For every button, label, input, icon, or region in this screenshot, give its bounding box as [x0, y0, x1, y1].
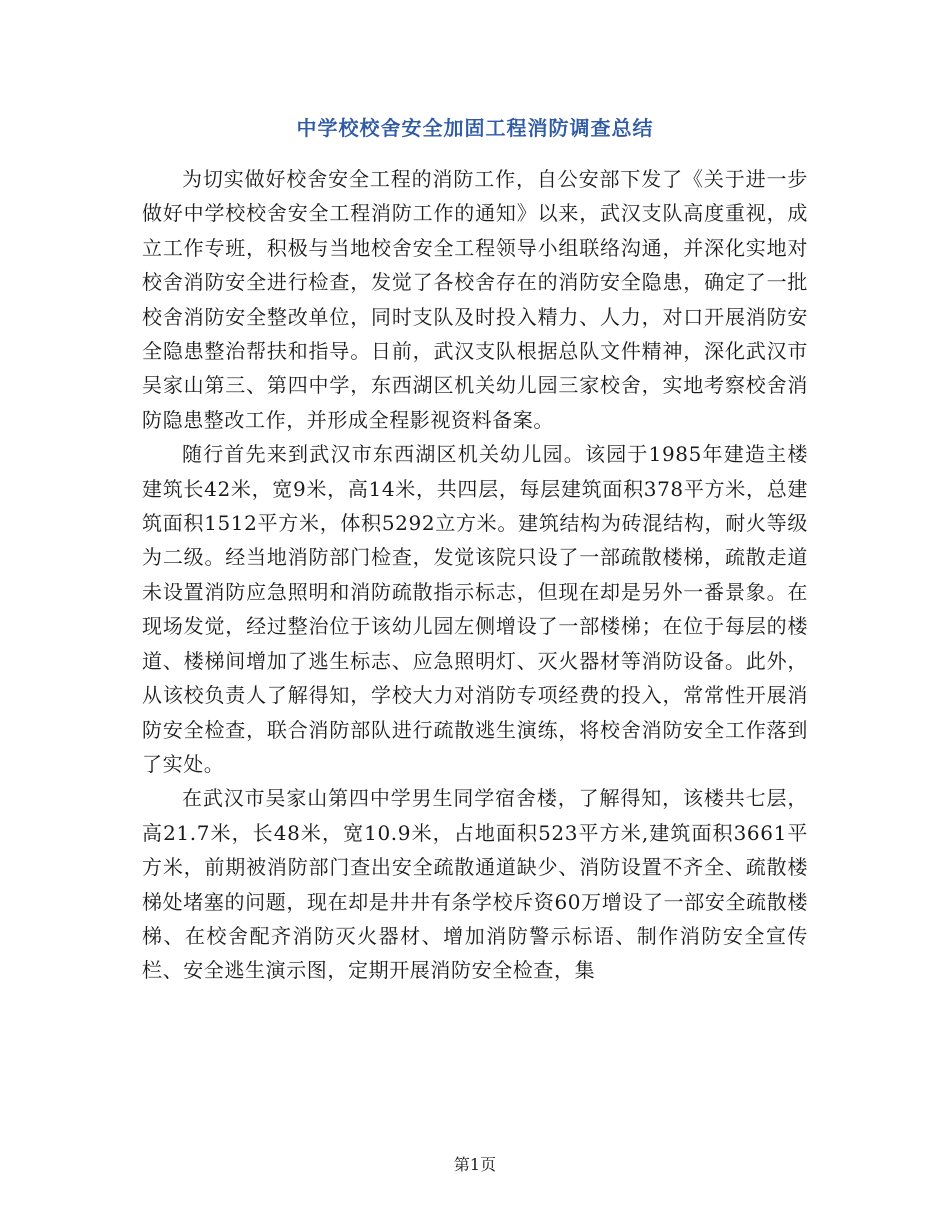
document-title: 中学校校舍安全加固工程消防调查总结 [296, 116, 654, 140]
paragraph-1: 为切实做好校舍安全工程的消防工作，自公安部下发了《关于进一步做好中学校校舍安全工程消防工作的通知》以来，武汉支队高度重视，成立工作专班，积极与当地校舍安全工程领导小组联络沟通，并深化实地对校舍消防安全进行检查，发觉了各校舍存在的消防安全隐患，确定了一批校舍消防安全整改单位，同时支队及时投入精力、人力，对口开展消防安全隐患整治帮扶和指导。日前，武汉支队根据总队文件精神，深化武汉市吴家山第三、第四中学，东西湖区机关幼儿园三家校舍，实地考察校舍消防隐患整改工作，并形成全程影视资料备案。 [142, 167, 808, 432]
paragraph-3: 在武汉市吴家山第四中学男生同学宿舍楼，了解得知，该楼共七层，高21.7米，长48米，宽10.9米，占地面积523平方米,建筑面积3661平方米，前期被消防部门查出安全疏散通道缺少、消防设置不齐全、疏散楼梯处堵塞的问题，现在却是井井有条学校斥资60万增设了一部安全疏散楼梯、在校舍配齐消防灭火器材、增加消防警示标语、制作消防安全宣传栏、安全逃生演示图，定期开展消防安全检查，集 [142, 786, 808, 983]
document-body [142, 162, 808, 988]
page-number: 第1页 [453, 1155, 497, 1174]
paragraph-2: 随行首先来到武汉市东西湖区机关幼儿园。该园于1985年建造主楼建筑长42米，宽9米，高14米，共四层，每层建筑面积378平方米，总建筑面积1512平方米，体积5292立方米。建筑结构为砖混结构，耐火等级为二级。经当地消防部门检查，发觉该院只设了一部疏散楼梯，疏散走道未设置消防应急照明和消防疏散指示标志，但现在却是另外一番景象。在现场发觉，经过整治位于该幼儿园左侧增设了一部楼梯；在位于每层的楼道、楼梯间增加了逃生标志、应急照明灯、灭火器材等消防设备。此外，从该校负责人了解得知，学校大力对消防专项经费的投入，常常性开展消防安全检查，联合消防部队进行疏散逃生演练，将校舍消防安全工作落到了实处。 [142, 442, 808, 776]
